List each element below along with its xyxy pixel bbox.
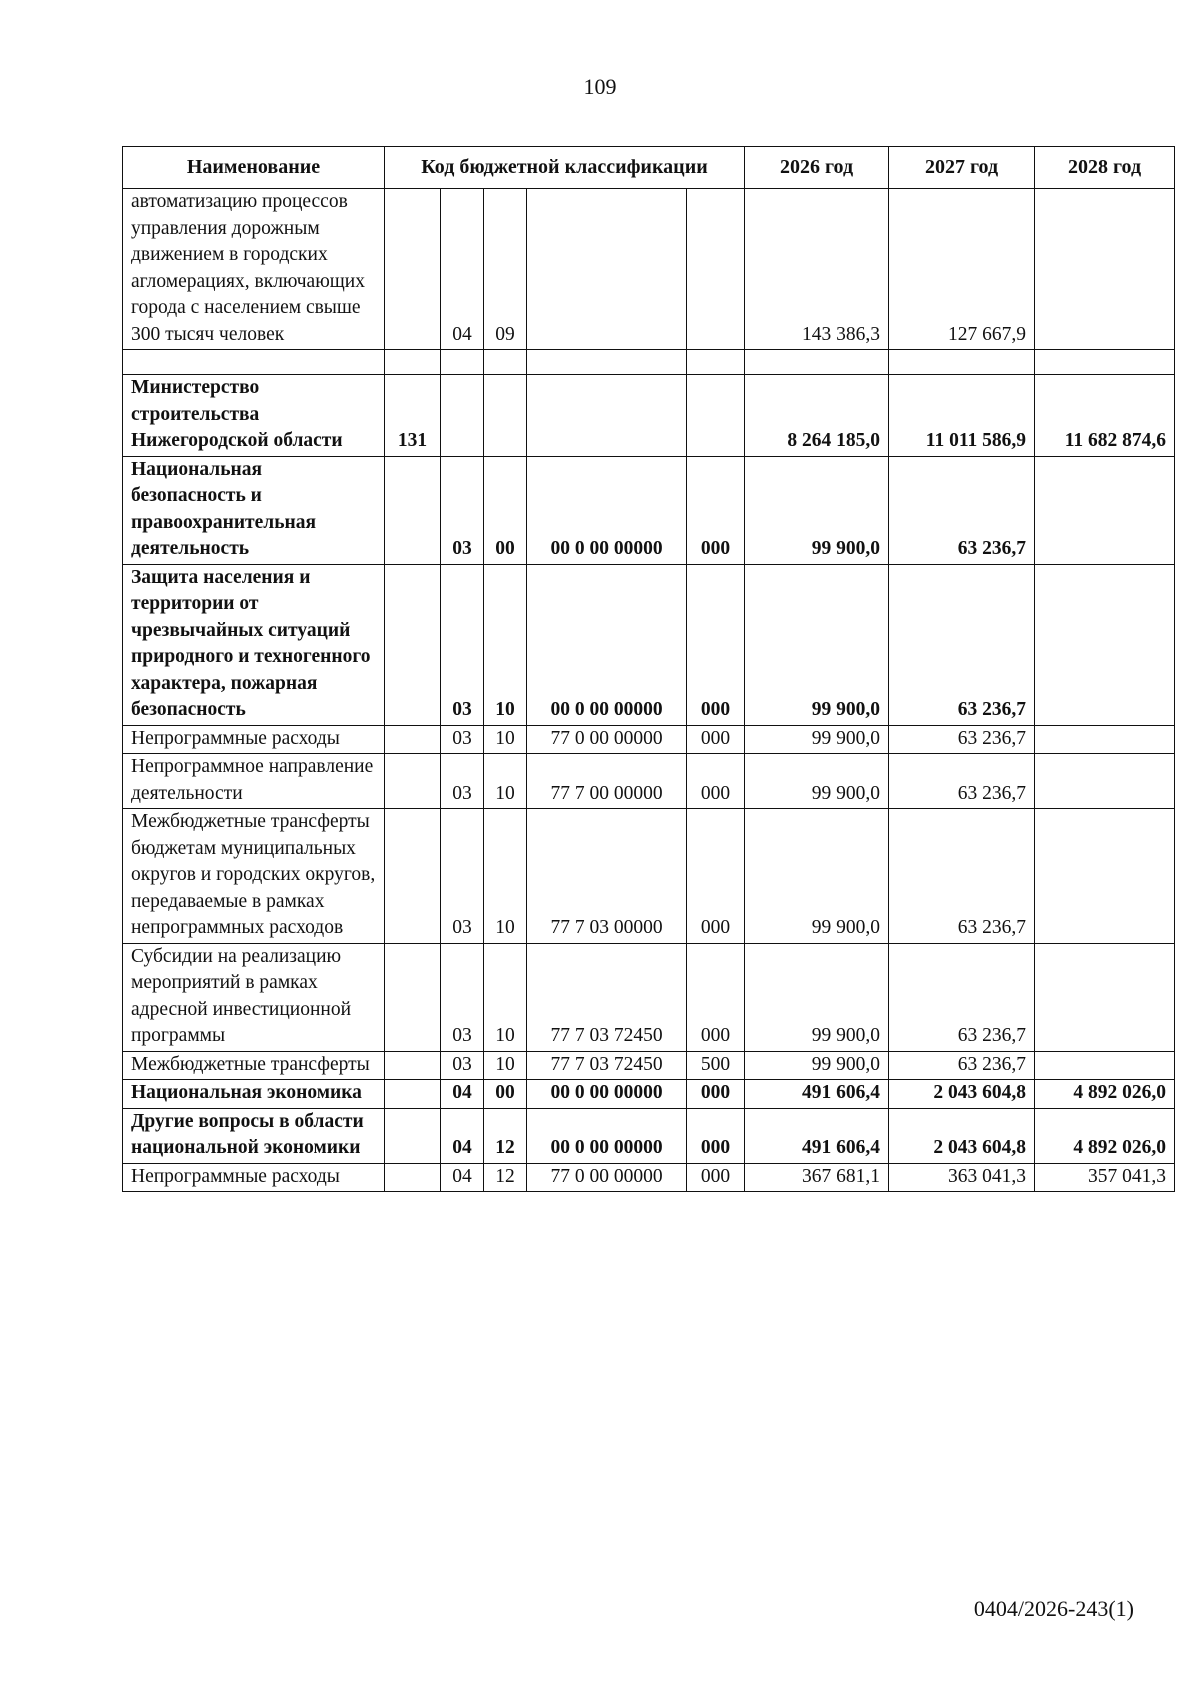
header-budget-code: Код бюджетной классификации [385,147,745,189]
row-vr [687,350,745,375]
row-value-2027: 11 011 586,9 [889,375,1035,457]
row-value-2028 [1035,754,1175,809]
row-grbs [385,564,441,725]
row-name: Субсидии на реализацию мероприятий в рамках адресной инвестиционной программы [123,943,385,1051]
row-value-2027: 363 041,3 [889,1163,1035,1192]
row-csr: 77 7 03 72450 [527,943,687,1051]
row-name: Непрограммное направление деятельности [123,754,385,809]
row-value-2027: 63 236,7 [889,564,1035,725]
row-vr: 000 [687,1163,745,1192]
row-value-2028: 4 892 026,0 [1035,1080,1175,1109]
row-rz: 03 [441,754,484,809]
row-value-2027: 63 236,7 [889,809,1035,944]
table-header-row [123,147,1175,189]
row-pr: 10 [484,754,527,809]
row-value-2028 [1035,456,1175,564]
row-value-2028: 357 041,3 [1035,1163,1175,1192]
row-grbs [385,350,441,375]
table-row [123,375,1175,457]
row-vr: 000 [687,456,745,564]
row-value-2026: 491 606,4 [745,1080,889,1109]
row-csr: 77 7 03 00000 [527,809,687,944]
row-vr: 000 [687,1108,745,1163]
row-value-2026: 99 900,0 [745,725,889,754]
row-vr: 000 [687,564,745,725]
page-number: 109 [583,74,617,99]
row-value-2026: 99 900,0 [745,456,889,564]
row-pr: 00 [484,1080,527,1109]
row-name: Непрограммные расходы [123,1163,385,1192]
row-rz: 03 [441,809,484,944]
row-vr [687,189,745,350]
budget-table [122,146,1175,1192]
row-pr: 10 [484,564,527,725]
row-pr: 10 [484,809,527,944]
row-value-2028 [1035,564,1175,725]
row-pr: 10 [484,725,527,754]
row-value-2027: 63 236,7 [889,754,1035,809]
header-2028: 2028 год [1035,147,1175,189]
row-grbs: 131 [385,375,441,457]
row-value-2027: 2 043 604,8 [889,1108,1035,1163]
row-value-2026: 99 900,0 [745,943,889,1051]
row-pr: 10 [484,1051,527,1080]
row-value-2027: 2 043 604,8 [889,1080,1035,1109]
row-grbs [385,189,441,350]
row-csr: 77 0 00 00000 [527,1163,687,1192]
table-row [123,1051,1175,1080]
row-value-2026: 99 900,0 [745,1051,889,1080]
row-csr [527,189,687,350]
row-name: автоматизацию процессов управления дорожным движением в городских агломерациях, включающих города с населением свыше 300 тысяч человек [123,189,385,350]
row-rz: 03 [441,564,484,725]
table-row [123,456,1175,564]
row-name: Межбюджетные трансферты бюджетам муниципальных округов и городских округов, передаваемые в рамках непрограммных расходов [123,809,385,944]
row-grbs [385,1163,441,1192]
row-value-2028 [1035,943,1175,1051]
table-row [123,1080,1175,1109]
row-rz: 04 [441,189,484,350]
row-value-2028 [1035,809,1175,944]
row-value-2026: 143 386,3 [745,189,889,350]
row-value-2026: 8 264 185,0 [745,375,889,457]
row-value-2028 [1035,725,1175,754]
row-name [123,350,385,375]
row-value-2027: 63 236,7 [889,725,1035,754]
row-grbs [385,1080,441,1109]
row-pr: 00 [484,456,527,564]
table-row [123,1163,1175,1192]
row-value-2028: 11 682 874,6 [1035,375,1175,457]
row-name: Национальная безопасность и правоохранительная деятельность [123,456,385,564]
row-pr: 12 [484,1163,527,1192]
row-value-2026: 99 900,0 [745,564,889,725]
table-row [123,189,1175,350]
row-csr: 77 0 00 00000 [527,725,687,754]
row-vr [687,375,745,457]
row-pr [484,350,527,375]
row-value-2026: 367 681,1 [745,1163,889,1192]
row-rz: 04 [441,1080,484,1109]
row-value-2026: 99 900,0 [745,754,889,809]
table-row-spacer [123,350,1175,375]
row-value-2026: 99 900,0 [745,809,889,944]
row-csr: 00 0 00 00000 [527,456,687,564]
row-vr: 000 [687,754,745,809]
row-value-2028 [1035,350,1175,375]
row-vr: 000 [687,943,745,1051]
table-row [123,1108,1175,1163]
row-name: Защита населения и территории от чрезвычайных ситуаций природного и техногенного характера, пожарная безопасность [123,564,385,725]
row-value-2028 [1035,189,1175,350]
row-pr: 12 [484,1108,527,1163]
row-value-2027: 63 236,7 [889,456,1035,564]
row-rz [441,375,484,457]
row-rz: 04 [441,1163,484,1192]
row-csr: 00 0 00 00000 [527,564,687,725]
row-value-2027: 63 236,7 [889,1051,1035,1080]
row-name: Министерство строительства Нижегородской области [123,375,385,457]
header-name: Наименование [123,147,385,189]
table-row [123,564,1175,725]
row-grbs [385,943,441,1051]
row-vr: 500 [687,1051,745,1080]
row-grbs [385,456,441,564]
row-vr: 000 [687,725,745,754]
row-value-2028: 4 892 026,0 [1035,1108,1175,1163]
row-csr: 77 7 00 00000 [527,754,687,809]
row-value-2026 [745,350,889,375]
table-row [123,725,1175,754]
row-value-2027 [889,350,1035,375]
row-grbs [385,809,441,944]
row-grbs [385,1051,441,1080]
row-value-2027: 127 667,9 [889,189,1035,350]
row-vr: 000 [687,809,745,944]
row-csr [527,350,687,375]
row-rz: 04 [441,1108,484,1163]
row-pr [484,375,527,457]
row-name: Национальная экономика [123,1080,385,1109]
row-csr: 77 7 03 72450 [527,1051,687,1080]
row-csr: 00 0 00 00000 [527,1108,687,1163]
row-csr [527,375,687,457]
row-value-2027: 63 236,7 [889,943,1035,1051]
row-rz: 03 [441,1051,484,1080]
row-value-2026: 491 606,4 [745,1108,889,1163]
header-2027: 2027 год [889,147,1035,189]
table-row [123,809,1175,944]
row-name: Непрограммные расходы [123,725,385,754]
row-grbs [385,754,441,809]
row-rz [441,350,484,375]
row-name: Другие вопросы в области национальной экономики [123,1108,385,1163]
header-2026: 2026 год [745,147,889,189]
row-name: Межбюджетные трансферты [123,1051,385,1080]
row-grbs [385,1108,441,1163]
row-value-2028 [1035,1051,1175,1080]
table-row [123,754,1175,809]
row-rz: 03 [441,725,484,754]
row-rz: 03 [441,456,484,564]
row-pr: 09 [484,189,527,350]
row-pr: 10 [484,943,527,1051]
row-vr: 000 [687,1080,745,1109]
row-rz: 03 [441,943,484,1051]
row-csr: 00 0 00 00000 [527,1080,687,1109]
row-grbs [385,725,441,754]
document-code: 0404/2026-243(1) [973,1596,1134,1621]
table-row [123,943,1175,1051]
